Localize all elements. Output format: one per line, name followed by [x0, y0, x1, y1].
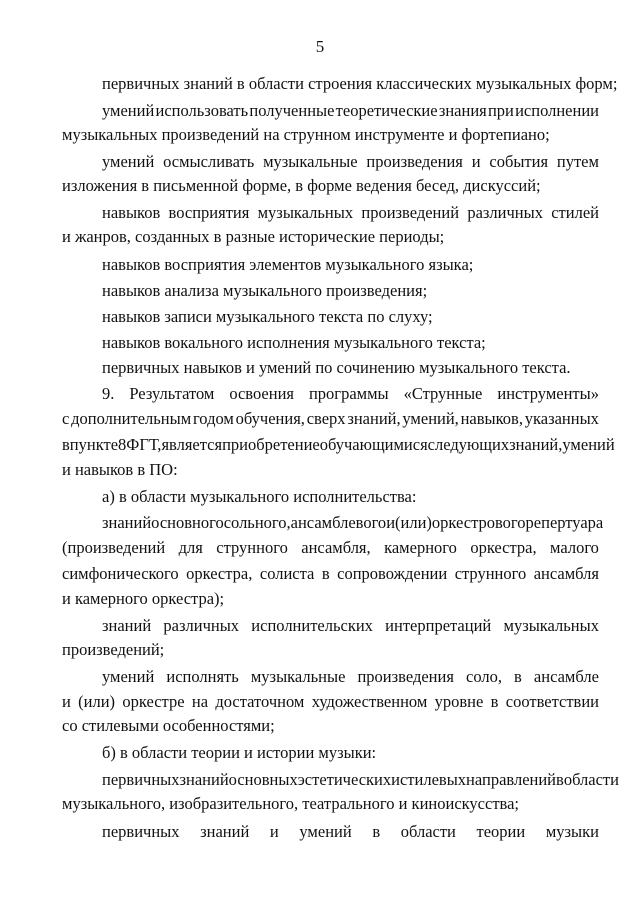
word: струнного: [454, 564, 527, 583]
word: использовать: [155, 101, 249, 120]
text-line: и камерного оркестра);: [62, 589, 225, 608]
word: в: [62, 435, 70, 454]
text-line: первичных навыков и умений по сочинению музыкального текста.: [102, 358, 571, 377]
text-line: навыков записи музыкального текста по слуху;: [102, 307, 433, 326]
word: оркестре: [122, 692, 185, 711]
text-line: и навыков в ПО:: [62, 460, 178, 479]
word: исполнительских: [251, 616, 373, 635]
word: знаний,: [509, 435, 563, 454]
text-line: изложения в письменной форме, в форме ведения бесед, дискуссий;: [62, 176, 541, 195]
word: знаний,: [347, 409, 401, 428]
word: области: [563, 770, 619, 789]
word: ФГТ,: [126, 435, 162, 454]
word: симфонического: [62, 564, 179, 583]
word: освоения: [229, 384, 294, 403]
word: основного: [151, 513, 224, 532]
word: первичных: [102, 822, 180, 841]
word: стилей: [551, 203, 599, 222]
word: Результатом: [129, 384, 215, 403]
word: первичных: [102, 770, 180, 789]
word: различных: [467, 203, 543, 222]
word: ансамбле: [533, 667, 599, 686]
text-line: навыков восприятия элементов музыкального языка;: [102, 255, 474, 274]
text-line: [62, 564, 599, 584]
word: обучающимися: [319, 435, 428, 454]
word: и: [62, 692, 71, 711]
word: музыкальные: [263, 152, 358, 171]
word: репертуара: [525, 513, 604, 532]
word: стилевых: [399, 770, 467, 789]
text-line: б) в области теории и истории музыки:: [102, 743, 377, 762]
word: уровне: [434, 692, 484, 711]
word: оркестра,: [186, 564, 253, 583]
word: (или): [395, 513, 432, 532]
word: камерного: [384, 538, 457, 557]
word: для: [178, 538, 203, 557]
text-line: и жанров, созданных в разные исторические периоды;: [62, 227, 445, 246]
text-line: [102, 101, 599, 121]
word: пункте: [69, 435, 119, 454]
word: музыкальных: [257, 203, 354, 222]
word: солиста: [259, 564, 315, 583]
word: знаний: [179, 770, 229, 789]
word: оркестра,: [470, 538, 537, 557]
word: художественном: [311, 692, 428, 711]
word: умений: [102, 667, 155, 686]
text-line: первичных знаний в области строения классических музыкальных форм;: [102, 74, 618, 93]
word: малого: [550, 538, 599, 557]
word: (произведений: [62, 538, 166, 557]
word: произведений: [361, 203, 460, 222]
word: обучения,: [235, 409, 305, 428]
text-line: [62, 409, 599, 429]
word: (или): [78, 692, 116, 711]
word: интерпретаций: [385, 616, 492, 635]
word: приобретение: [222, 435, 320, 454]
word: осмысливать: [163, 152, 255, 171]
word: события: [489, 152, 549, 171]
word: и: [269, 822, 279, 841]
word: ансамблевого: [290, 513, 387, 532]
text-line: музыкальных произведений на струнном инструменте и фортепиано;: [62, 125, 550, 144]
word: в: [321, 564, 330, 583]
word: сольного,: [223, 513, 291, 532]
word: направлений: [466, 770, 557, 789]
text-line: [102, 667, 599, 687]
word: годом: [192, 409, 234, 428]
word: соответствии: [505, 692, 599, 711]
word: навыков: [102, 203, 161, 222]
word: умений: [102, 152, 155, 171]
text-line: а) в области музыкального исполнительства:: [102, 487, 417, 506]
word: различных: [163, 616, 240, 635]
word: программы: [308, 384, 389, 403]
word: знаний: [200, 822, 250, 841]
text-line: [102, 513, 604, 533]
text-line: [62, 435, 615, 455]
text-line: [102, 152, 599, 172]
word: умений: [562, 435, 615, 454]
word: следующих: [427, 435, 510, 454]
word: знаний: [102, 616, 152, 635]
word: с: [62, 409, 70, 428]
word: исполнять: [166, 667, 239, 686]
word: оркестрового: [431, 513, 526, 532]
word: ансамбля: [533, 564, 599, 583]
word: сверх: [306, 409, 346, 428]
text-line: навыков анализа музыкального произведения;: [102, 281, 428, 300]
word: произведения: [357, 667, 454, 686]
word: теоретические: [335, 101, 438, 120]
text-line: музыкального, изобразительного, театрального и киноискусства;: [62, 794, 520, 813]
word: теории: [476, 822, 526, 841]
word: является: [161, 435, 223, 454]
word: музыки: [545, 822, 599, 841]
word: эстетических: [297, 770, 392, 789]
text-line: [62, 538, 599, 558]
word: 8: [118, 435, 127, 454]
word: инструменты»: [497, 384, 599, 403]
word: сопровождении: [337, 564, 448, 583]
word: в: [556, 770, 564, 789]
word: полученные: [249, 101, 335, 120]
text-line: произведений;: [62, 640, 165, 659]
word: и: [391, 770, 400, 789]
word: и: [386, 513, 396, 532]
word: достаточном: [215, 692, 305, 711]
page-number: 5: [315, 37, 325, 56]
word: путем: [556, 152, 599, 171]
text-line: [102, 616, 599, 636]
text-line: [102, 203, 599, 223]
word: области: [400, 822, 456, 841]
word: указанных: [524, 409, 599, 428]
word: и: [471, 152, 481, 171]
word: исполнении: [515, 101, 599, 120]
word: умений: [102, 101, 155, 120]
word: соло,: [466, 667, 502, 686]
text-line: навыков вокального исполнения музыкального текста;: [102, 333, 486, 352]
word: в: [514, 667, 522, 686]
word: дополнительным: [71, 409, 192, 428]
word: умений,: [402, 409, 459, 428]
word: музыкальных: [503, 616, 599, 635]
word: знания: [438, 101, 487, 120]
text-line: [102, 384, 599, 404]
word: знаний: [102, 513, 152, 532]
word: струнного: [216, 538, 288, 557]
word: «Струнные: [403, 384, 483, 403]
word: восприятия: [168, 203, 250, 222]
word: 9.: [102, 384, 115, 403]
word: ансамбля,: [301, 538, 371, 557]
text-line: [62, 692, 599, 712]
word: на: [191, 692, 209, 711]
word: в: [490, 692, 499, 711]
word: в: [372, 822, 381, 841]
word: при: [487, 101, 514, 120]
text-line: [102, 822, 599, 842]
word: основных: [228, 770, 298, 789]
word: навыков,: [460, 409, 523, 428]
word: музыкальные: [250, 667, 346, 686]
word: умений: [299, 822, 352, 841]
word: произведения: [366, 152, 463, 171]
text-line: [102, 770, 619, 790]
text-line: со стилевыми особенностями;: [62, 716, 275, 735]
